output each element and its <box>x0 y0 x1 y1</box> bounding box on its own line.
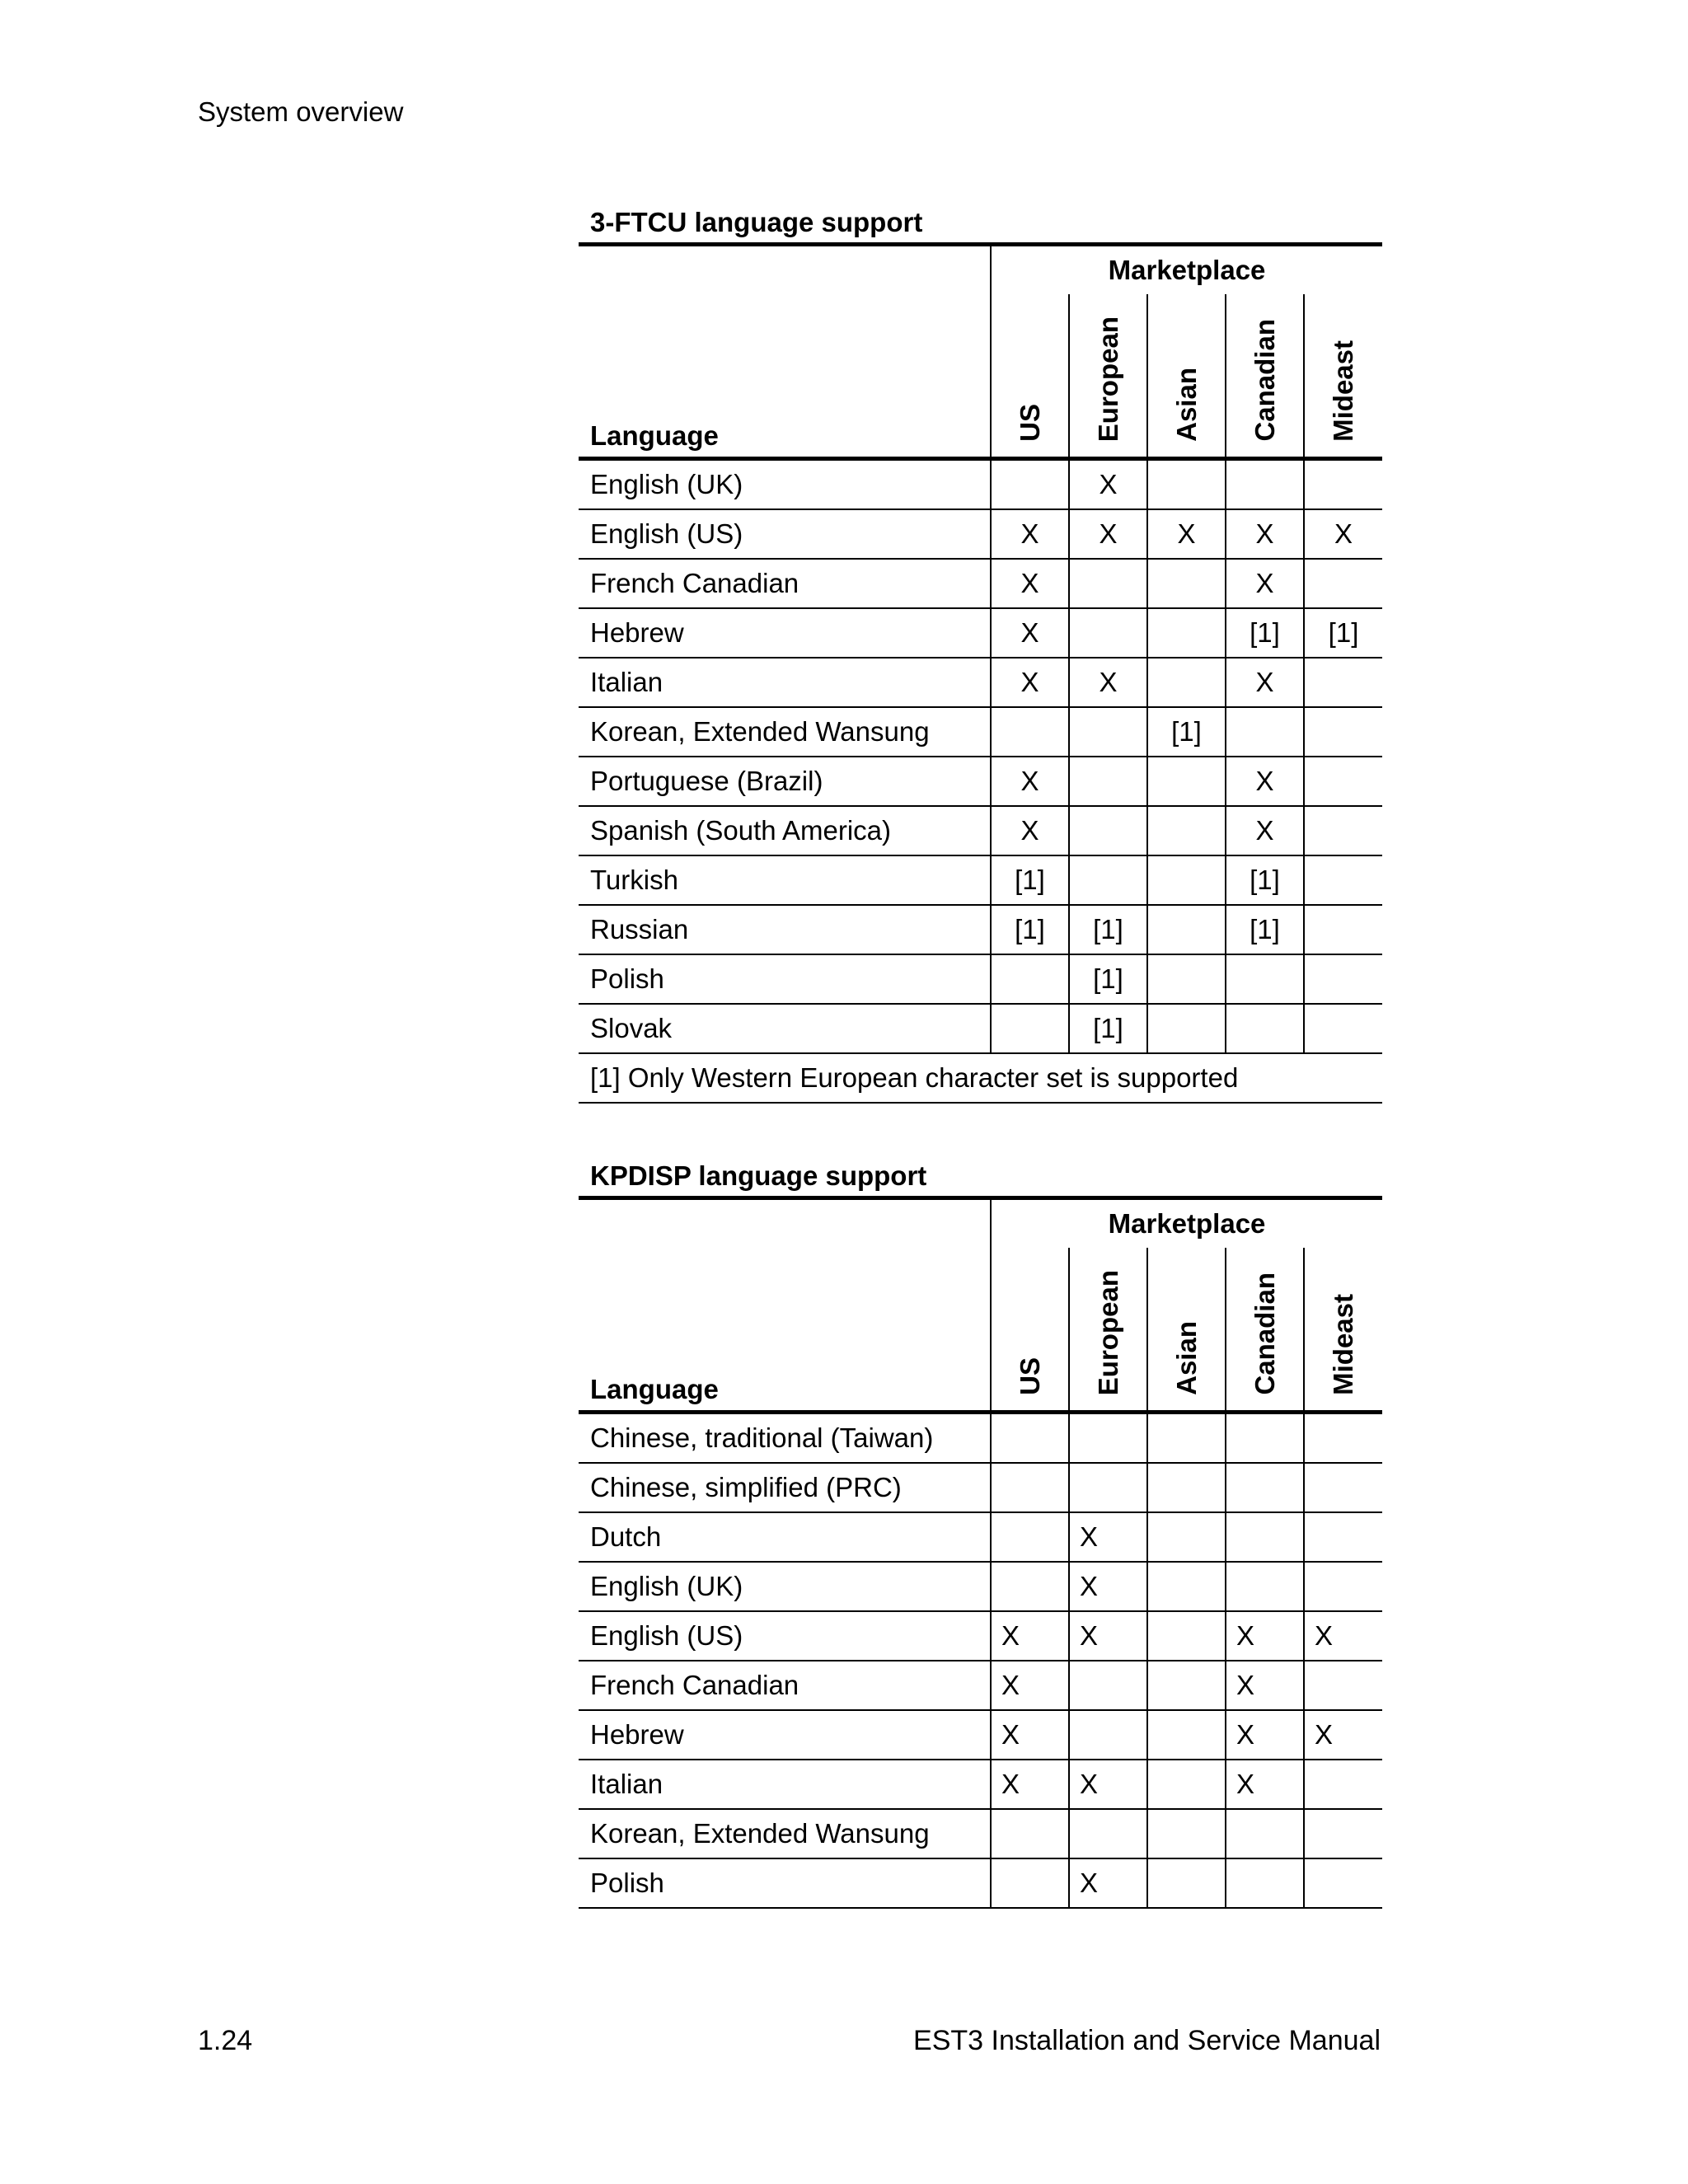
marketplace-column-header <box>991 1248 1069 1413</box>
support-mark-cell: [1] <box>1147 707 1226 757</box>
language-cell: Chinese, traditional (Taiwan) <box>579 1413 991 1464</box>
support-mark-cell <box>1069 806 1147 855</box>
table-row <box>579 1858 1382 1908</box>
support-mark-cell <box>1069 855 1147 905</box>
table-row <box>579 1512 1382 1562</box>
support-mark-cell <box>1147 905 1226 954</box>
marketplace-column-label: Canadian <box>1249 1272 1280 1395</box>
support-mark-cell <box>1226 1562 1304 1611</box>
table-row <box>579 1413 1382 1464</box>
support-mark-cell <box>1304 905 1382 954</box>
support-mark-cell: [1] <box>1069 954 1147 1004</box>
support-mark-cell <box>1147 1858 1226 1908</box>
support-mark-cell <box>1304 1858 1382 1908</box>
support-mark-cell: [1] <box>1226 608 1304 658</box>
support-mark-cell <box>1147 1760 1226 1809</box>
support-mark-cell: X <box>1069 1858 1147 1908</box>
support-mark-cell <box>1069 608 1147 658</box>
support-mark-cell: X <box>1304 509 1382 559</box>
marketplace-column-header <box>1147 1248 1226 1413</box>
support-mark-cell <box>1226 1004 1304 1053</box>
footer-page-number: 1.24 <box>198 2025 253 2056</box>
support-mark-cell: X <box>991 1710 1069 1760</box>
support-mark-cell: X <box>1226 806 1304 855</box>
support-mark-cell: X <box>1226 1760 1304 1809</box>
support-mark-cell: X <box>1147 509 1226 559</box>
support-mark-cell: [1] <box>1069 905 1147 954</box>
language-cell: Spanish (South America) <box>579 806 991 855</box>
support-mark-cell <box>1147 459 1226 510</box>
language-cell: French Canadian <box>579 1661 991 1710</box>
support-mark-cell <box>1226 1858 1304 1908</box>
marketplace-column-label: Asian <box>1170 1321 1202 1395</box>
support-mark-cell <box>1304 1760 1382 1809</box>
support-mark-cell <box>1304 707 1382 757</box>
language-cell: Portuguese (Brazil) <box>579 757 991 806</box>
language-cell: Polish <box>579 1858 991 1908</box>
support-mark-cell <box>991 1463 1069 1512</box>
support-mark-cell <box>1304 806 1382 855</box>
support-mark-cell: X <box>991 1661 1069 1710</box>
support-mark-cell <box>1226 707 1304 757</box>
support-mark-cell <box>1147 855 1226 905</box>
support-mark-cell <box>1147 1004 1226 1053</box>
marketplace-column-label: Canadian <box>1249 319 1280 442</box>
marketplace-column-label: US <box>1014 1357 1045 1395</box>
language-cell: Turkish <box>579 855 991 905</box>
support-mark-cell <box>1147 608 1226 658</box>
support-mark-cell: X <box>1226 509 1304 559</box>
table-row <box>579 855 1382 905</box>
support-mark-cell: X <box>1069 509 1147 559</box>
marketplace-column-header <box>1226 1248 1304 1413</box>
support-mark-cell: X <box>1226 658 1304 707</box>
language-cell: Korean, Extended Wansung <box>579 707 991 757</box>
marketplace-column-header <box>1069 294 1147 459</box>
support-mark-cell: X <box>1069 1760 1147 1809</box>
marketplace-group-header: Marketplace <box>991 1198 1382 1249</box>
support-mark-cell <box>1147 1611 1226 1661</box>
support-mark-cell: X <box>991 1611 1069 1661</box>
support-mark-cell: X <box>991 559 1069 608</box>
support-mark-cell: X <box>1304 1710 1382 1760</box>
language-cell: Russian <box>579 905 991 954</box>
support-mark-cell <box>1304 1463 1382 1512</box>
support-mark-cell: [1] <box>1069 1004 1147 1053</box>
table-row <box>579 459 1382 510</box>
support-mark-cell <box>1304 1809 1382 1858</box>
support-mark-cell <box>1069 757 1147 806</box>
table-row <box>579 1661 1382 1710</box>
table-row <box>579 707 1382 757</box>
language-cell: English (UK) <box>579 1562 991 1611</box>
table-row <box>579 806 1382 855</box>
support-mark-cell <box>1069 1463 1147 1512</box>
support-mark-cell <box>1304 1562 1382 1611</box>
language-support-table <box>579 1196 1382 1909</box>
marketplace-column-header <box>1304 1248 1382 1413</box>
support-mark-cell <box>1069 559 1147 608</box>
marketplace-column-header <box>1069 1248 1147 1413</box>
table-row <box>579 1562 1382 1611</box>
support-mark-cell <box>1304 459 1382 510</box>
support-mark-cell <box>991 1809 1069 1858</box>
support-mark-cell <box>1147 1661 1226 1710</box>
support-mark-cell <box>1069 1710 1147 1760</box>
language-column-header: Language <box>579 245 991 459</box>
support-mark-cell <box>1147 658 1226 707</box>
support-mark-cell: X <box>1226 757 1304 806</box>
table-row <box>579 1611 1382 1661</box>
language-cell: English (US) <box>579 1611 991 1661</box>
support-mark-cell <box>1304 855 1382 905</box>
language-cell: English (UK) <box>579 459 991 510</box>
support-mark-cell <box>1069 707 1147 757</box>
table-row <box>579 658 1382 707</box>
support-mark-cell <box>1147 806 1226 855</box>
ftcu-language-support-table-block <box>579 206 1382 1104</box>
footnote-row <box>579 1053 1382 1103</box>
table-footnote: [1] Only Western European character set is supported <box>579 1053 1382 1103</box>
support-mark-cell: X <box>1069 1611 1147 1661</box>
language-cell: French Canadian <box>579 559 991 608</box>
support-mark-cell: X <box>1226 559 1304 608</box>
support-mark-cell <box>1226 1413 1304 1464</box>
support-mark-cell <box>1147 1413 1226 1464</box>
support-mark-cell: X <box>991 757 1069 806</box>
support-mark-cell <box>1304 658 1382 707</box>
support-mark-cell <box>1226 1463 1304 1512</box>
marketplace-column-header <box>1226 294 1304 459</box>
language-cell: Italian <box>579 1760 991 1809</box>
support-mark-cell <box>991 459 1069 510</box>
language-cell: Hebrew <box>579 1710 991 1760</box>
support-mark-cell: [1] <box>1226 855 1304 905</box>
support-mark-cell: X <box>1069 1512 1147 1562</box>
support-mark-cell <box>1304 1413 1382 1464</box>
support-mark-cell <box>1226 1512 1304 1562</box>
support-mark-cell <box>1069 1661 1147 1710</box>
table-row <box>579 608 1382 658</box>
support-mark-cell <box>1147 559 1226 608</box>
table-row <box>579 1463 1382 1512</box>
marketplace-column-header <box>991 294 1069 459</box>
table-row <box>579 509 1382 559</box>
support-mark-cell <box>991 707 1069 757</box>
table-row <box>579 905 1382 954</box>
support-mark-cell <box>1069 1809 1147 1858</box>
language-cell: English (US) <box>579 509 991 559</box>
support-mark-cell <box>1147 1809 1226 1858</box>
support-mark-cell <box>991 1004 1069 1053</box>
language-column-header: Language <box>579 1198 991 1413</box>
support-mark-cell <box>1304 1512 1382 1562</box>
marketplace-group-header: Marketplace <box>991 245 1382 295</box>
table-row <box>579 954 1382 1004</box>
support-mark-cell <box>991 1413 1069 1464</box>
language-cell: Dutch <box>579 1512 991 1562</box>
support-mark-cell <box>991 1858 1069 1908</box>
support-mark-cell <box>991 1562 1069 1611</box>
table-row <box>579 1809 1382 1858</box>
support-mark-cell: X <box>1226 1661 1304 1710</box>
language-cell: Polish <box>579 954 991 1004</box>
support-mark-cell: X <box>1304 1611 1382 1661</box>
table-row <box>579 1760 1382 1809</box>
support-mark-cell <box>1147 1512 1226 1562</box>
marketplace-column-label: Mideast <box>1328 340 1359 442</box>
support-mark-cell <box>991 1512 1069 1562</box>
language-cell: Italian <box>579 658 991 707</box>
support-mark-cell: [1] <box>1304 608 1382 658</box>
support-mark-cell <box>1304 954 1382 1004</box>
support-mark-cell: X <box>991 806 1069 855</box>
support-mark-cell: X <box>991 509 1069 559</box>
running-head: System overview <box>198 96 404 127</box>
support-mark-cell <box>1304 757 1382 806</box>
support-mark-cell <box>1147 954 1226 1004</box>
marketplace-column-header <box>1304 294 1382 459</box>
table-row <box>579 559 1382 608</box>
support-mark-cell: [1] <box>991 905 1069 954</box>
support-mark-cell <box>1147 1463 1226 1512</box>
language-cell: Chinese, simplified (PRC) <box>579 1463 991 1512</box>
support-mark-cell: X <box>991 1760 1069 1809</box>
marketplace-column-label: European <box>1092 1269 1123 1395</box>
marketplace-column-label: US <box>1014 404 1045 442</box>
marketplace-column-label: Asian <box>1170 368 1202 442</box>
support-mark-cell <box>1304 559 1382 608</box>
marketplace-column-label: European <box>1092 316 1123 442</box>
support-mark-cell: X <box>1069 459 1147 510</box>
support-mark-cell <box>1304 1004 1382 1053</box>
support-mark-cell: X <box>1226 1611 1304 1661</box>
table-caption: 3-FTCU language support <box>590 207 923 237</box>
support-mark-cell: X <box>1069 1562 1147 1611</box>
support-mark-cell: X <box>991 608 1069 658</box>
support-mark-cell <box>1304 1661 1382 1710</box>
support-mark-cell <box>1069 1413 1147 1464</box>
support-mark-cell <box>1226 459 1304 510</box>
language-support-table <box>579 242 1382 1104</box>
support-mark-cell <box>991 954 1069 1004</box>
support-mark-cell: X <box>1226 1710 1304 1760</box>
table-caption: KPDISP language support <box>590 1160 927 1191</box>
language-cell: Korean, Extended Wansung <box>579 1809 991 1858</box>
footer-manual-title: EST3 Installation and Service Manual <box>913 2025 1381 2056</box>
support-mark-cell: X <box>991 658 1069 707</box>
marketplace-column-label: Mideast <box>1328 1294 1359 1395</box>
language-cell: Slovak <box>579 1004 991 1053</box>
table-row <box>579 1710 1382 1760</box>
support-mark-cell <box>1226 954 1304 1004</box>
support-mark-cell <box>1226 1809 1304 1858</box>
support-mark-cell: X <box>1069 658 1147 707</box>
language-cell: Hebrew <box>579 608 991 658</box>
support-mark-cell <box>1147 1562 1226 1611</box>
support-mark-cell: [1] <box>991 855 1069 905</box>
support-mark-cell <box>1147 757 1226 806</box>
table-row <box>579 757 1382 806</box>
support-mark-cell: [1] <box>1226 905 1304 954</box>
table-row <box>579 1004 1382 1053</box>
marketplace-column-header <box>1147 294 1226 459</box>
support-mark-cell <box>1147 1710 1226 1760</box>
kpdisp-language-support-table-block <box>579 1160 1382 1909</box>
